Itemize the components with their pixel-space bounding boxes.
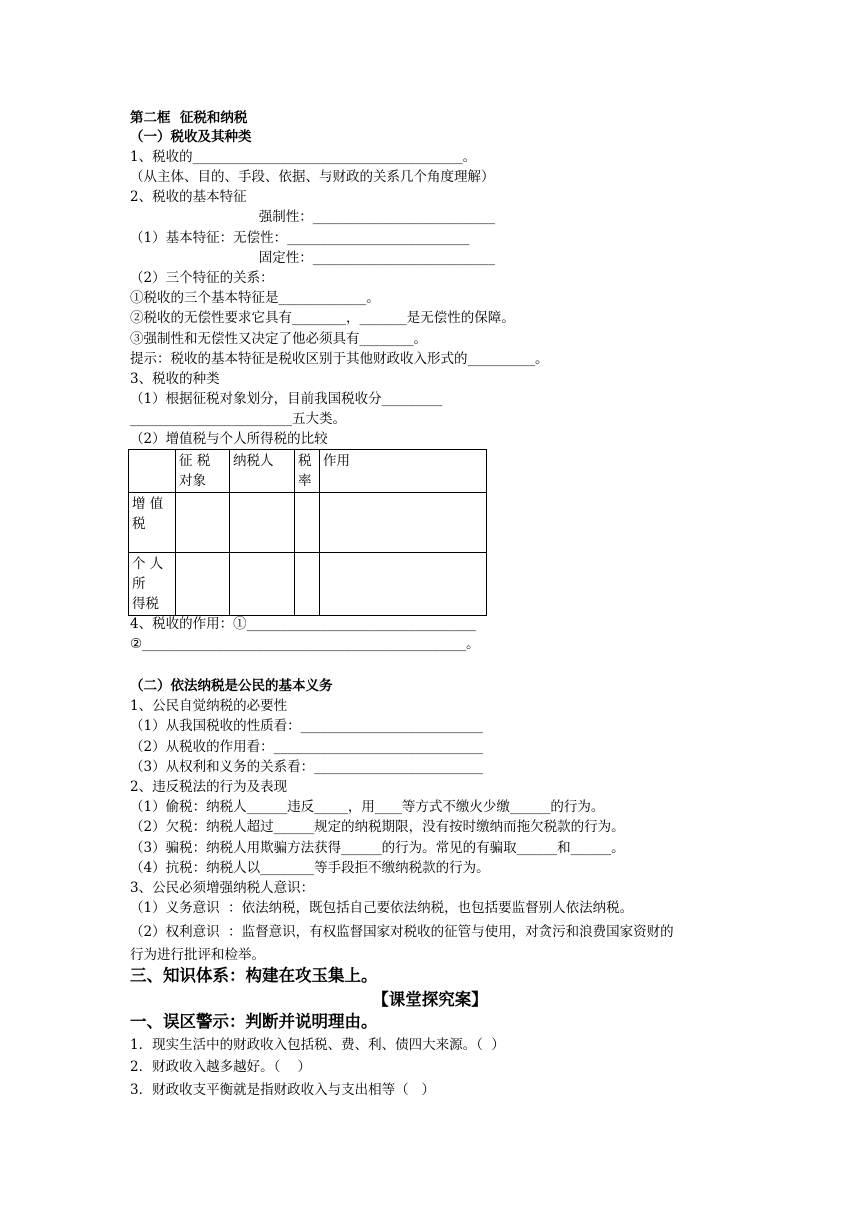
text-line: （1）根据征税对象划分，目前我国税收分_________ [130, 391, 443, 407]
text-line: （1）义务意识 ：依法纳税，既包括自己要依法纳税，也包括要监督别人依法纳税。 [130, 900, 634, 916]
table-cell [295, 553, 320, 616]
table-cell [295, 493, 320, 553]
table-cell [320, 553, 487, 616]
table-cell [320, 493, 487, 553]
text-line: 1、税收的________________________________________。 [130, 149, 477, 165]
text-line: （2）三个特征的关系： [130, 270, 274, 286]
text-line: （3）骗税：纳税人用欺骗方法获得______的行为。常见的有骗取______和______。 [130, 840, 625, 856]
table-row [129, 493, 487, 553]
text-line: （2）增值税与个人所得税的比较 [130, 431, 328, 447]
text-line: 3、公民必须增强纳税人意识： [130, 880, 315, 896]
text-line: （1）从我国税收的性质看：___________________________ [130, 718, 483, 734]
text-line: 1、公民自觉纳税的必要性 [130, 698, 288, 714]
text-line: （1）偷税：纳税人______违反_____，用____等方式不缴火少缴______的行为。 [130, 799, 605, 815]
part3-heading: 三、知识体系：构建在攻玉集上。 [130, 966, 378, 985]
question-item: 1．现实生活中的财政收入包括税、费、利、债四大来源。（ ） [130, 1037, 505, 1053]
table-header: 纳税人 [230, 450, 295, 493]
table-cell [176, 553, 230, 616]
text-line: （4）抗税：纳税人以________等手段拒不缴纳税款的行为。 [130, 860, 490, 876]
comparison-table [128, 449, 487, 616]
table-header: 征 税 对象 [176, 450, 230, 493]
classroom-title: 【课堂探究案】 [372, 990, 488, 1009]
row-label: 增 值 税 [129, 493, 176, 553]
table-cell [230, 553, 295, 616]
text-line: ③强制性和无偿性又决定了他必须具有________。 [130, 331, 427, 347]
text-line: 4、税收的作用：①__________________________________ [130, 616, 477, 632]
text-line: 固定性：___________________________ [130, 250, 495, 266]
text-line: 强制性：___________________________ [130, 209, 495, 225]
text-line: （1）基本特征：无偿性：___________________________ [130, 230, 470, 246]
text-line: 2、税收的基本特征 [130, 189, 247, 205]
text-line: 2、违反税法的行为及表现 [130, 779, 288, 795]
text-line: （2）权利意识 ：监督意识，有权监督国家对税收的征管与使用，对贪污和浪费国家资财的 [130, 924, 674, 940]
table-cell [129, 450, 176, 493]
table-header: 税 率 [295, 450, 320, 493]
text-line: （3）从权利和义务的关系看：_________________________ [130, 759, 483, 775]
text-line: ①税收的三个基本特征是_____________。 [130, 290, 380, 306]
text-line: 提示：税收的基本特征是税收区别于其他财政收入形式的__________。 [130, 351, 549, 367]
table-row [129, 553, 487, 616]
table-cell [176, 493, 230, 553]
table-header: 作用 [320, 450, 487, 493]
part2-heading: （二）依法纳税是公民的基本义务 [130, 678, 333, 694]
table-cell [230, 493, 295, 553]
text-line: 行为进行批评和检举。 [130, 947, 265, 963]
section-title: 第二框 征税和纳税 [130, 110, 248, 126]
part1-heading: （一）税收及其种类 [130, 129, 252, 145]
text-line: （2）从税收的作用看：_______________________________ [130, 739, 483, 755]
row-label: 个 人 所 得税 [129, 553, 176, 616]
text-line: ________________________五大类。 [130, 411, 346, 427]
text-line: ②税收的无偿性要求它具有________，_______是无偿性的保障。 [130, 310, 515, 326]
text-line: 3、税收的种类 [130, 371, 220, 387]
table-row [129, 450, 487, 493]
text-line: ②________________________________________________。 [130, 636, 480, 652]
question-item: 3．财政收支平衡就是指财政收入与支出相等（ ） [130, 1082, 435, 1098]
text-line: （2）欠税：纳税人超过______规定的纳税期限，没有按时缴纳而拖欠税款的行为。 [130, 819, 625, 835]
misconception-heading: 一、误区警示：判断并说明理由。 [130, 1012, 378, 1031]
question-item: 2．财政收入越多越好。（ ） [130, 1059, 312, 1075]
text-line: （从主体、目的、手段、依据、与财政的关系几个角度理解） [130, 169, 495, 185]
